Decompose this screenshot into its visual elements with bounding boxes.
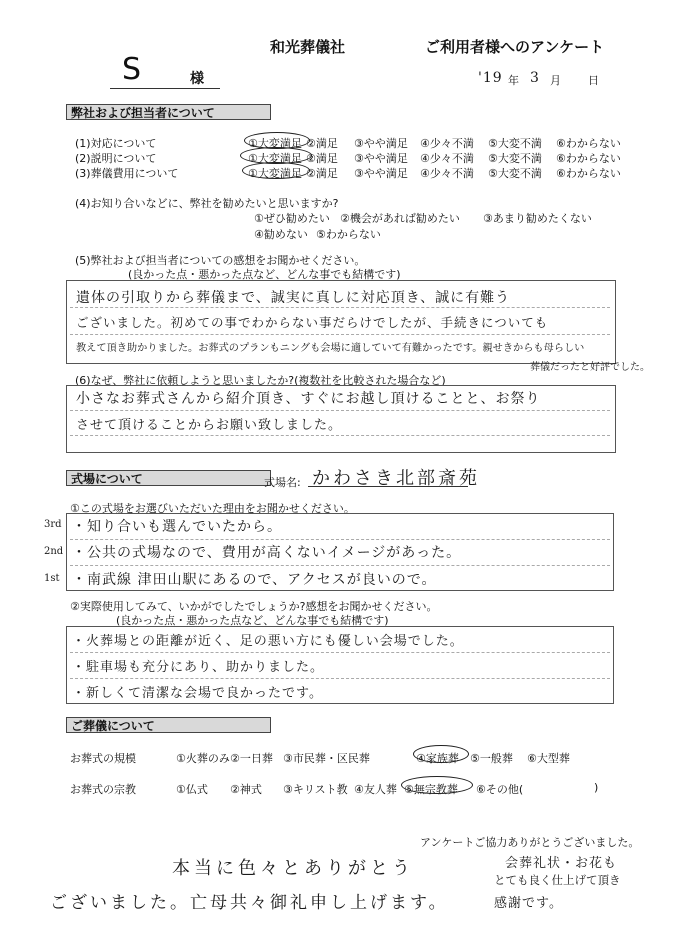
religion-option: ⑥その他( xyxy=(476,783,524,796)
survey-title: ご利用者様へのアンケート xyxy=(425,38,605,56)
venue-underline xyxy=(308,486,468,487)
rank-label-2: 2nd xyxy=(44,546,64,557)
q5-answer-line-3: 教えて頂き助かりました。お葬式のプランもニングも会場に適していて有難かったです。親せきからも母らしい xyxy=(76,343,585,354)
religion-option: ③キリスト教 xyxy=(283,783,348,796)
venue-impression-3: ・新しくて清潔な会場で良かったです。 xyxy=(72,686,323,701)
q6-question: (6)なぜ、弊社に依頼しようと思いましたか?(複数社を比較された場合など) xyxy=(75,374,446,387)
satisfaction-option: ⑥わからない xyxy=(556,137,621,150)
scale-option: ④家族葬 xyxy=(416,752,459,765)
rank-label-3: 1st xyxy=(44,573,60,584)
satisfaction-option: ⑤大変不満 xyxy=(488,152,542,165)
section2-title: 式場について xyxy=(66,470,271,486)
scale-label: お葬式の規模 xyxy=(70,752,136,765)
scale-option: ⑥大型葬 xyxy=(527,752,570,765)
q5-subtext: (良かった点・悪かった点など、どんな事でも結構です) xyxy=(128,268,401,281)
q6-answer-line-1: 小さなお葬式さんから紹介頂き、すぐにお越し頂けることと、お祭り xyxy=(76,391,541,407)
religion-answer-circle xyxy=(401,776,473,794)
section1-title: 弊社および担当者について xyxy=(66,104,271,120)
q5-answer-line-1: 遺体の引取りから葬儀まで、誠実に真しに対応頂き、誠に有難う xyxy=(76,290,511,306)
religion-option: ⑤無宗教葬 xyxy=(404,783,458,796)
religion-option: ②神式 xyxy=(230,783,262,796)
venue-reason-3: ・南武線 津田山駅にあるので、アクセスが良いので。 xyxy=(72,572,437,588)
religion-option: ④友人葬 xyxy=(354,783,397,796)
date-year: '19 xyxy=(478,70,503,86)
satisfaction-option: ②満足 xyxy=(306,152,338,165)
customer-name: S xyxy=(122,52,142,87)
satisfaction-option: ①大変満足 xyxy=(248,167,302,180)
satisfaction-option: ⑥わからない xyxy=(556,167,621,180)
satisfaction-option: ④少々不満 xyxy=(420,152,474,165)
q1-label: (1)対応について xyxy=(75,137,157,150)
q4-option-1: ①ぜひ勧めたい xyxy=(254,212,330,225)
date-month: 3 xyxy=(530,70,540,86)
note-bottom-1: 本当に色々とありがとう xyxy=(172,858,414,879)
venue-reason-1: ・知り合いも選んでいたから。 xyxy=(72,519,282,535)
answer-circle-q3 xyxy=(242,162,310,179)
venue-q2: ②実際使用してみて、いかがでしたでしょうか?感想をお聞かせください。 xyxy=(70,600,438,613)
venue-reason-2: ・公共の式場なので、費用が高くないイメージがあった。 xyxy=(72,545,462,561)
q4-option-3: ③あまり勧めたくない xyxy=(483,212,592,225)
venue-q2-subtext: (良かった点・悪かった点など、どんな事でも結構です) xyxy=(116,614,389,627)
q3-label: (3)葬儀費用について xyxy=(75,167,179,180)
note-right-2: とても良く仕上げて頂き xyxy=(494,873,621,887)
q4-option-2: ②機会があれば勧めたい xyxy=(340,212,460,225)
scale-option: ③市民葬・区民葬 xyxy=(283,752,370,765)
q4-option-5: ⑤わからない xyxy=(316,228,381,241)
religion-option: ①仏式 xyxy=(176,783,208,796)
q2-label: (2)説明について xyxy=(75,152,157,165)
q6-answer-line-2: させて頂けることからお願い致しました。 xyxy=(76,418,343,433)
company-name: 和光葬儀社 xyxy=(270,38,346,56)
section3-title: ご葬儀について xyxy=(66,717,271,733)
q5-answer-line-2: ございました。初めての事でわからない事だらけでしたが、手続きについても xyxy=(76,315,549,330)
satisfaction-option: ④少々不満 xyxy=(420,137,474,150)
sama-label: 様 xyxy=(190,71,204,87)
date-day-unit: 日 xyxy=(588,74,599,87)
satisfaction-option: ⑤大変不満 xyxy=(488,167,542,180)
satisfaction-option: ③やや満足 xyxy=(354,152,408,165)
satisfaction-option: ①大変満足 xyxy=(248,137,302,150)
satisfaction-option: ②満足 xyxy=(306,167,338,180)
q5-answer-line-4: 葬儀だったと好評でした。 xyxy=(530,362,650,373)
venue-label: 式場名: xyxy=(264,476,301,489)
name-underline xyxy=(110,88,220,89)
scale-option: ⑤一般葬 xyxy=(470,752,513,765)
scale-option: ②一日葬 xyxy=(230,752,273,765)
venue-impression-2: ・駐車場も充分にあり、助かりました。 xyxy=(72,660,325,675)
note-right-3: 感謝です。 xyxy=(494,896,563,911)
q4-option-4: ④勧めない xyxy=(254,228,308,241)
venue-q1: ①この式場をお選びいただいた理由をお聞かせください。 xyxy=(70,502,355,515)
date-year-unit: 年 xyxy=(508,74,519,87)
religion-option: ) xyxy=(594,781,599,794)
note-bottom-2: ございました。亡母共々御礼申し上げます。 xyxy=(50,893,449,913)
note-right-1: 会葬礼状・お花も xyxy=(505,856,618,871)
scale-option: ①火葬のみ xyxy=(176,752,230,765)
venue-impression-1: ・火葬場との距離が近く、足の悪い方にも優しい会場でした。 xyxy=(72,634,464,649)
date-month-unit: 月 xyxy=(550,74,561,87)
satisfaction-option: ③やや満足 xyxy=(354,167,408,180)
rank-label-1: 3rd xyxy=(44,519,62,530)
religion-label: お葬式の宗教 xyxy=(70,783,136,796)
scale-answer-circle xyxy=(413,745,469,763)
satisfaction-option: ①大変満足 xyxy=(248,152,302,165)
satisfaction-option: ③やや満足 xyxy=(354,137,408,150)
thanks-message: アンケートご協力ありがとうございました。 xyxy=(420,836,640,849)
satisfaction-option: ②満足 xyxy=(306,137,338,150)
venue-name: かわさき北部斎苑 xyxy=(312,468,480,489)
satisfaction-option: ⑥わからない xyxy=(556,152,621,165)
satisfaction-option: ⑤大変不満 xyxy=(488,137,542,150)
q4-question: (4)お知り合いなどに、弊社を勧めたいと思いますか? xyxy=(75,197,339,210)
q5-question: (5)弊社および担当者についての感想をお聞かせください。 xyxy=(75,254,366,267)
satisfaction-option: ④少々不満 xyxy=(420,167,474,180)
